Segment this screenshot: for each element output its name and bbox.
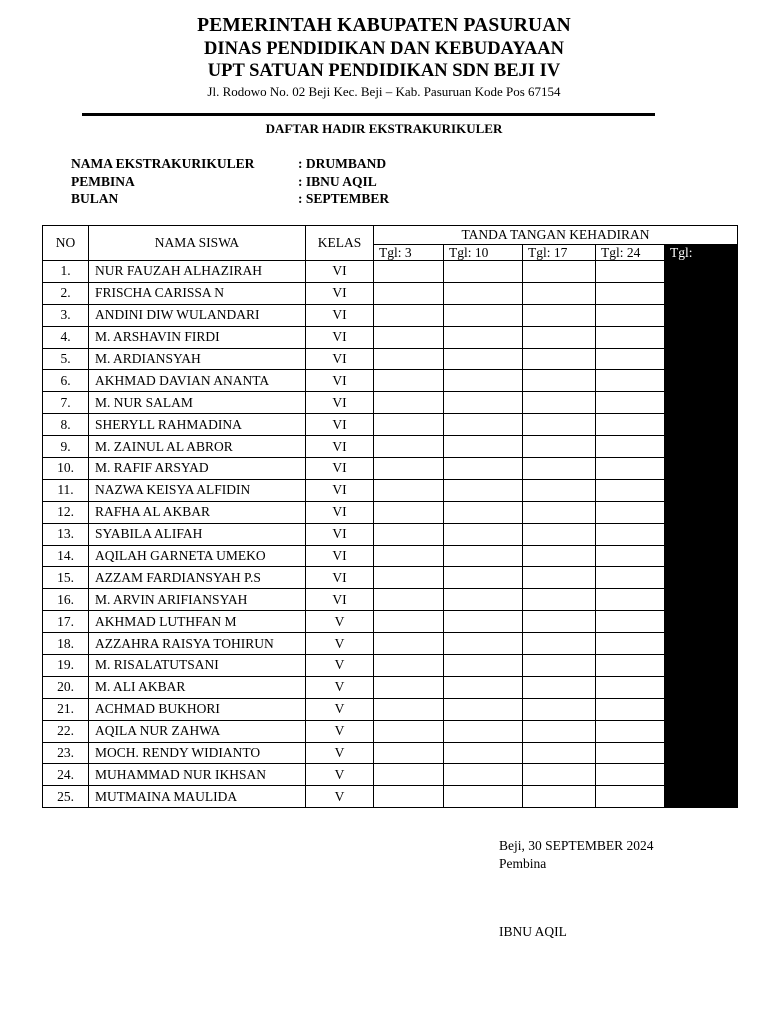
signature-cell [523, 458, 596, 480]
signature-cell [374, 633, 444, 655]
student-class: V [306, 676, 374, 698]
table-row [43, 764, 738, 786]
signature-cell [523, 633, 596, 655]
signature-cell [444, 370, 523, 392]
signature-cell [596, 261, 665, 283]
signature-cell [665, 698, 738, 720]
signature-cell [596, 282, 665, 304]
signature-cell [596, 501, 665, 523]
signature-cell [596, 458, 665, 480]
signature-cell [523, 655, 596, 677]
signature-cell [596, 436, 665, 458]
table-row [43, 348, 738, 370]
student-class: VI [306, 567, 374, 589]
signature-cell [374, 764, 444, 786]
signature-cell [523, 523, 596, 545]
table-row [43, 523, 738, 545]
letterhead-divider [82, 113, 655, 116]
signature-cell [665, 282, 738, 304]
signature-cell [596, 611, 665, 633]
signature-cell [444, 479, 523, 501]
signature-cell [596, 479, 665, 501]
student-class: VI [306, 501, 374, 523]
student-class: VI [306, 479, 374, 501]
student-name: AKHMAD LUTHFAN M [89, 611, 306, 633]
signature-cell [444, 676, 523, 698]
signature-cell [444, 523, 523, 545]
signature-cell [665, 326, 738, 348]
signature-cell [596, 676, 665, 698]
table-row [43, 436, 738, 458]
row-number: 16. [43, 589, 89, 611]
signature-cell [665, 786, 738, 808]
signature-cell [444, 633, 523, 655]
row-number: 14. [43, 545, 89, 567]
student-class: VI [306, 261, 374, 283]
row-number: 13. [43, 523, 89, 545]
signature-cell [374, 304, 444, 326]
student-name: NAZWA KEISYA ALFIDIN [89, 479, 306, 501]
student-class: V [306, 698, 374, 720]
row-number: 2. [43, 282, 89, 304]
student-name: AZZAHRA RAISYA TOHIRUN [89, 633, 306, 655]
info-label: NAMA EKSTRAKURIKULER [71, 156, 255, 171]
student-class: VI [306, 392, 374, 414]
student-class: VI [306, 304, 374, 326]
signature-place-date: Beji, 30 SEPTEMBER 2024 [499, 838, 654, 853]
student-name: M. RISALATUTSANI [89, 655, 306, 677]
student-name: MUTMAINA MAULIDA [89, 786, 306, 808]
signature-cell [523, 370, 596, 392]
student-name: MOCH. RENDY WIDIANTO [89, 742, 306, 764]
signature-cell [665, 523, 738, 545]
student-class: VI [306, 414, 374, 436]
student-name: M. ARDIANSYAH [89, 348, 306, 370]
signature-cell [374, 523, 444, 545]
signature-cell [444, 698, 523, 720]
signature-cell [374, 326, 444, 348]
signature-cell [444, 261, 523, 283]
header-nama-siswa: NAMA SISWA [89, 226, 306, 261]
signature-cell [374, 458, 444, 480]
student-class: VI [306, 370, 374, 392]
signature-cell [596, 326, 665, 348]
table-row [43, 479, 738, 501]
signature-cell [444, 304, 523, 326]
signature-cell [444, 786, 523, 808]
signature-cell [596, 523, 665, 545]
signature-cell [523, 479, 596, 501]
row-number: 6. [43, 370, 89, 392]
signature-cell [596, 545, 665, 567]
student-name: SHERYLL RAHMADINA [89, 414, 306, 436]
row-number: 12. [43, 501, 89, 523]
header-kelas: KELAS [306, 226, 374, 261]
table-row [43, 304, 738, 326]
signature-cell [665, 414, 738, 436]
signature-cell [596, 764, 665, 786]
signature-cell [665, 545, 738, 567]
student-name: NUR FAUZAH ALHAZIRAH [89, 261, 306, 283]
attendance-table [42, 225, 738, 808]
table-row [43, 742, 738, 764]
signature-cell [665, 261, 738, 283]
student-class: VI [306, 458, 374, 480]
student-name: M. RAFIF ARSYAD [89, 458, 306, 480]
signature-cell [374, 786, 444, 808]
student-name: MUHAMMAD NUR IKHSAN [89, 764, 306, 786]
signature-cell [523, 676, 596, 698]
table-row [43, 676, 738, 698]
row-number: 15. [43, 567, 89, 589]
signature-cell [523, 304, 596, 326]
signature-cell [444, 764, 523, 786]
student-class: VI [306, 282, 374, 304]
table-row [43, 282, 738, 304]
letterhead-school: UPT SATUAN PENDIDIKAN SDN BEJI IV [207, 61, 561, 81]
row-number: 20. [43, 676, 89, 698]
signature-cell [523, 282, 596, 304]
signature-cell [374, 261, 444, 283]
signature-cell [374, 370, 444, 392]
signature-cell [374, 589, 444, 611]
student-class: V [306, 633, 374, 655]
info-label: BULAN [71, 191, 119, 206]
table-row [43, 392, 738, 414]
table-row [43, 567, 738, 589]
row-number: 10. [43, 458, 89, 480]
row-number: 24. [43, 764, 89, 786]
header-no: NO [43, 226, 89, 261]
signature-cell [665, 479, 738, 501]
table-row [43, 720, 738, 742]
letterhead-department: DINAS PENDIDIKAN DAN KEBUDAYAAN [204, 39, 564, 59]
signature-cell [523, 545, 596, 567]
student-class: V [306, 742, 374, 764]
student-name: ACHMAD BUKHORI [89, 698, 306, 720]
letterhead-government: PEMERINTAH KABUPATEN PASURUAN [197, 15, 571, 36]
signature-cell [374, 501, 444, 523]
signature-cell [523, 742, 596, 764]
row-number: 8. [43, 414, 89, 436]
signature-cell [665, 589, 738, 611]
row-number: 23. [43, 742, 89, 764]
student-class: VI [306, 326, 374, 348]
signature-cell [665, 501, 738, 523]
table-row [43, 458, 738, 480]
signature-name: IBNU AQIL [499, 924, 567, 939]
student-class: V [306, 720, 374, 742]
signature-cell [374, 698, 444, 720]
signature-cell [596, 720, 665, 742]
student-name: M. ARVIN ARIFIANSYAH [89, 589, 306, 611]
table-row [43, 611, 738, 633]
signature-cell [374, 392, 444, 414]
header-date: Tgl: [665, 245, 738, 261]
info-label: PEMBINA [71, 173, 135, 189]
signature-cell [374, 720, 444, 742]
signature-cell [444, 720, 523, 742]
signature-cell [374, 545, 444, 567]
signature-cell [523, 261, 596, 283]
signature-cell [523, 326, 596, 348]
student-class: VI [306, 348, 374, 370]
student-name: AKHMAD DAVIAN ANANTA [89, 370, 306, 392]
student-name: AQILAH GARNETA UMEKO [89, 545, 306, 567]
signature-cell [444, 742, 523, 764]
info-value: : SEPTEMBER [298, 191, 390, 206]
signature-cell [596, 304, 665, 326]
info-block [71, 155, 389, 208]
signature-cell [665, 676, 738, 698]
signature-cell [665, 348, 738, 370]
signature-cell [665, 304, 738, 326]
row-number: 11. [43, 479, 89, 501]
info-value: : DRUMBAND [298, 156, 387, 171]
signature-cell [523, 786, 596, 808]
signature-cell [523, 392, 596, 414]
signature-cell [444, 282, 523, 304]
signature-cell [665, 742, 738, 764]
student-name: AQILA NUR ZAHWA [89, 720, 306, 742]
row-number: 18. [43, 633, 89, 655]
student-name: M. NUR SALAM [89, 392, 306, 414]
signature-cell [374, 414, 444, 436]
table-row [43, 501, 738, 523]
signature-cell [596, 742, 665, 764]
student-class: V [306, 611, 374, 633]
signature-cell [374, 655, 444, 677]
row-number: 21. [43, 698, 89, 720]
student-class: V [306, 655, 374, 677]
signature-cell [665, 633, 738, 655]
signature-cell [374, 742, 444, 764]
signature-cell [596, 698, 665, 720]
signature-cell [596, 633, 665, 655]
signature-cell [444, 436, 523, 458]
signature-cell [523, 611, 596, 633]
table-row [43, 633, 738, 655]
row-number: 1. [43, 261, 89, 283]
signature-cell [596, 786, 665, 808]
student-class: VI [306, 523, 374, 545]
signature-cell [444, 589, 523, 611]
signature-cell [444, 655, 523, 677]
signature-cell [444, 458, 523, 480]
student-name: SYABILA ALIFAH [89, 523, 306, 545]
table-row [43, 370, 738, 392]
row-number: 4. [43, 326, 89, 348]
signature-role: Pembina [499, 856, 547, 871]
signature-cell [596, 655, 665, 677]
student-name: M. ALI AKBAR [89, 676, 306, 698]
info-row-ekstrakurikuler [71, 155, 389, 173]
signature-cell [665, 392, 738, 414]
signature-cell [596, 567, 665, 589]
table-row [43, 655, 738, 677]
student-name: FRISCHA CARISSA N [89, 282, 306, 304]
signature-cell [444, 501, 523, 523]
letterhead-address: Jl. Rodowo No. 02 Beji Kec. Beji – Kab. Pasuruan Kode Pos 67154 [207, 84, 561, 99]
row-number: 5. [43, 348, 89, 370]
student-class: VI [306, 545, 374, 567]
student-class: V [306, 764, 374, 786]
signature-cell [523, 567, 596, 589]
row-number: 17. [43, 611, 89, 633]
signature-cell [444, 414, 523, 436]
info-row-bulan [71, 190, 389, 208]
signature-cell [523, 589, 596, 611]
signature-cell [665, 720, 738, 742]
signature-cell [374, 611, 444, 633]
signature-cell [444, 326, 523, 348]
letterhead [0, 14, 768, 101]
signature-cell [374, 479, 444, 501]
signature-cell [374, 282, 444, 304]
header-date: Tgl: 24 [596, 245, 665, 261]
student-name: M. ZAINUL AL ABROR [89, 436, 306, 458]
signature-cell [523, 698, 596, 720]
signature-cell [374, 436, 444, 458]
signature-cell [665, 370, 738, 392]
signature-cell [523, 348, 596, 370]
table-row [43, 698, 738, 720]
signature-cell [444, 545, 523, 567]
row-number: 22. [43, 720, 89, 742]
signature-cell [665, 567, 738, 589]
signature-cell [596, 348, 665, 370]
signature-cell [596, 392, 665, 414]
row-number: 19. [43, 655, 89, 677]
student-class: VI [306, 589, 374, 611]
table-row [43, 545, 738, 567]
row-number: 7. [43, 392, 89, 414]
student-name: M. ARSHAVIN FIRDI [89, 326, 306, 348]
student-class: V [306, 786, 374, 808]
signature-cell [523, 501, 596, 523]
header-date: Tgl: 3 [374, 245, 444, 261]
document-title: DAFTAR HADIR EKSTRAKURIKULER [265, 121, 503, 136]
signature-cell [523, 436, 596, 458]
student-name: RAFHA AL AKBAR [89, 501, 306, 523]
signature-cell [374, 348, 444, 370]
signature-cell [374, 567, 444, 589]
header-date: Tgl: 17 [523, 245, 596, 261]
signature-cell [665, 436, 738, 458]
header-tanda-tangan: TANDA TANGAN KEHADIRAN [374, 226, 738, 245]
signature-cell [444, 392, 523, 414]
student-name: ANDINI DIW WULANDARI [89, 304, 306, 326]
student-class: VI [306, 436, 374, 458]
signature-cell [374, 676, 444, 698]
table-row [43, 326, 738, 348]
header-date: Tgl: 10 [444, 245, 523, 261]
signature-cell [523, 414, 596, 436]
signature-cell [444, 611, 523, 633]
table-row [43, 414, 738, 436]
info-value: : IBNU AQIL [298, 173, 377, 189]
signature-cell [665, 655, 738, 677]
signature-cell [596, 589, 665, 611]
table-row [43, 786, 738, 808]
signature-cell [444, 567, 523, 589]
signature-cell [596, 370, 665, 392]
signature-cell [596, 414, 665, 436]
signature-cell [444, 348, 523, 370]
signature-cell [665, 458, 738, 480]
table-row [43, 261, 738, 283]
info-row-pembina [71, 173, 389, 191]
signature-cell [665, 611, 738, 633]
signature-cell [523, 764, 596, 786]
row-number: 25. [43, 786, 89, 808]
table-row [43, 589, 738, 611]
student-name: AZZAM FARDIANSYAH P.S [89, 567, 306, 589]
signature-block [499, 837, 654, 873]
signature-cell [665, 764, 738, 786]
signature-cell [523, 720, 596, 742]
row-number: 3. [43, 304, 89, 326]
row-number: 9. [43, 436, 89, 458]
